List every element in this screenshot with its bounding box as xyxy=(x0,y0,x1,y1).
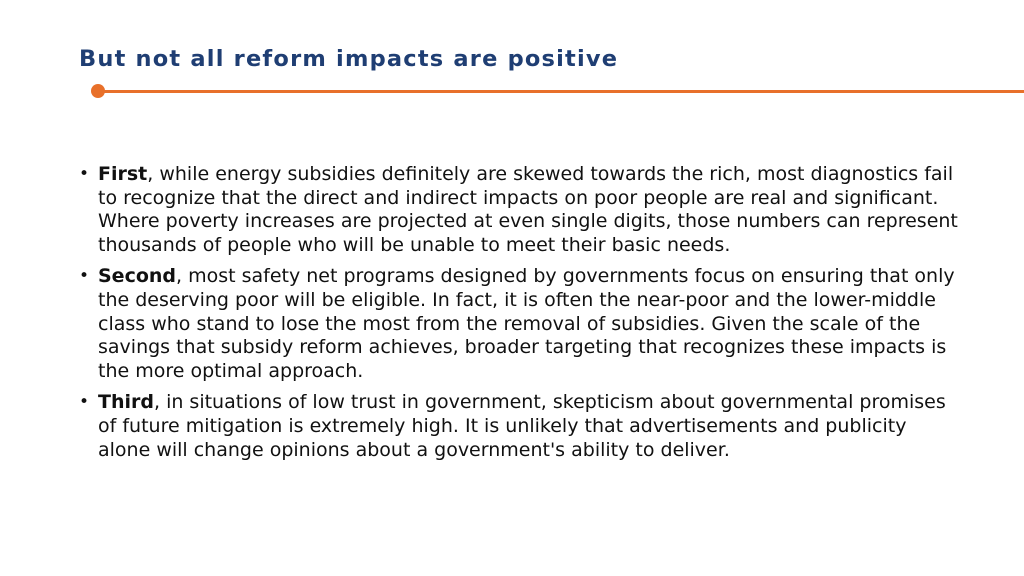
bullet-text: , in situations of low trust in government, skepticism about governmental promises of future mitigation is extremely high. It is unlikely that advertisements and publicity alone will change opinions about a government's ability to deliver. xyxy=(98,391,946,461)
bullet-item-second xyxy=(79,265,959,383)
underline-dot xyxy=(91,84,105,98)
bullet-lead: Third xyxy=(98,391,154,414)
bullet-item-third xyxy=(79,391,959,462)
bullet-list xyxy=(79,163,959,470)
bullet-item-first xyxy=(79,163,959,257)
bullet-text: , while energy subsidies definitely are skewed towards the rich, most diagnostics fail to recognize that the direct and indirect impacts on poor people are real and significant. Where poverty increases are projected at even single digits, those numbers can represent thousands of people who will be unable to meet their basic needs. xyxy=(98,163,958,256)
bullet-lead: Second xyxy=(98,265,177,288)
bullet-marker: • xyxy=(79,164,90,184)
title-underline xyxy=(91,84,1024,98)
bullet-marker: • xyxy=(79,266,90,287)
slide-title: But not all reform impacts are positive xyxy=(79,46,619,72)
bullet-text: , most safety net programs designed by governments focus on ensuring that only the deserving poor will be eligible. In fact, it is often the near-poor and the lower-middle class who stand to lose the most from the removal of subsidies. Given the scale of the savings that subsidy reform achieves, broader targeting that recognizes these impacts is the more optimal approach. xyxy=(98,265,955,382)
bullet-marker: • xyxy=(79,392,90,413)
bullet-lead: First xyxy=(98,163,148,185)
underline-bar xyxy=(97,90,1024,93)
